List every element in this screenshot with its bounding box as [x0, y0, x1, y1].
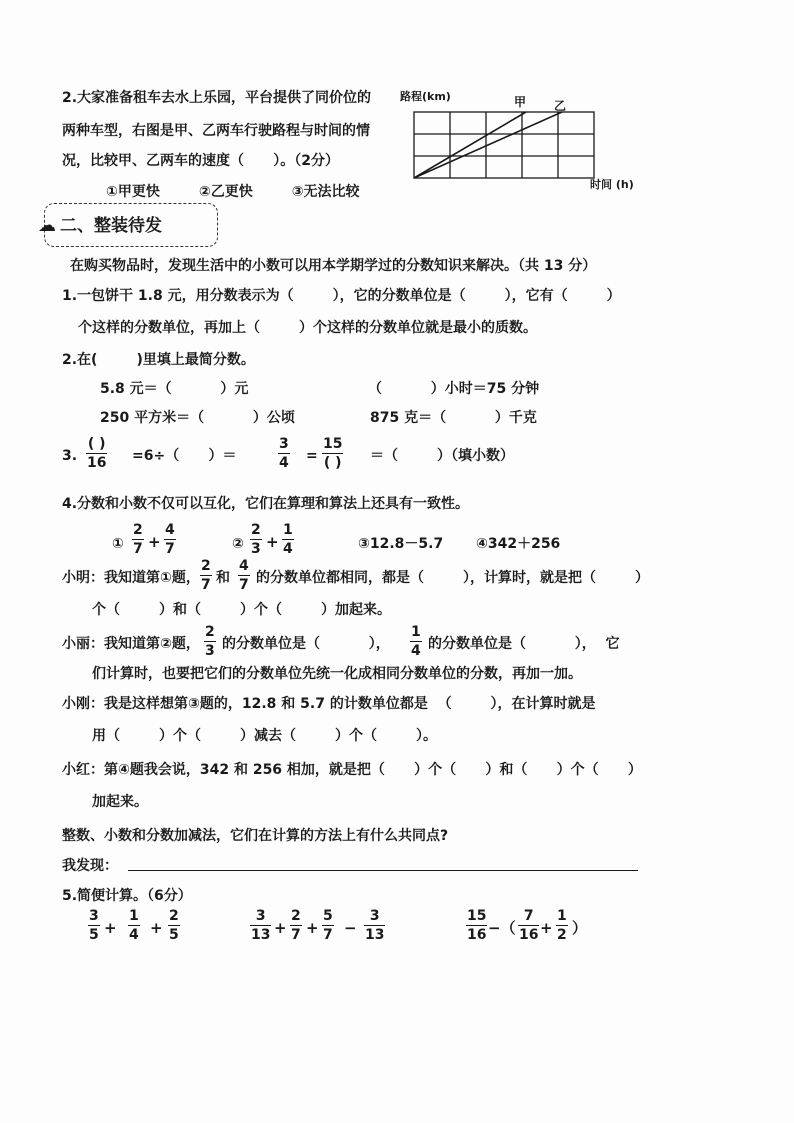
q2-title: 2.在( )里填上最简分数。 [62, 352, 255, 368]
denominator: 4 [283, 541, 293, 557]
section-intro: 在购买物品时，发现生活中的小数可以用本学期学过的分数知识来解决。（共 13 分） [70, 258, 597, 274]
q4-expr1-frac-b [164, 522, 176, 557]
answer-line [128, 870, 638, 871]
label-jia: 甲 [514, 95, 527, 109]
q5c-frac-1 [466, 908, 487, 943]
q3-frac3-numerator: 15 [323, 436, 343, 452]
denominator: 7 [291, 927, 301, 943]
label-yi: 乙 [554, 99, 567, 113]
numerator: 2 [133, 522, 143, 538]
numerator: 5 [323, 908, 333, 924]
xiaoli-line2: 们计算时，也要把它们的分数单位先统一化成相同分数单位的分数，再加一加。 [92, 666, 582, 682]
minus-sign: − [344, 919, 357, 937]
line-yi [414, 112, 562, 178]
xiaoming-frac-1 [200, 558, 212, 593]
q1-line1: 1.一包饼干 1.8 元，用分数表示为（ ），它的分数单位是（ ），它有（ ） [62, 288, 621, 304]
xiaoming-frac-2 [238, 558, 250, 593]
numerator: 15 [467, 908, 487, 924]
numerator: 4 [165, 522, 175, 538]
q3-frac2-numerator: 3 [279, 436, 289, 452]
numerator: 3 [369, 908, 380, 924]
q2-item-a: 5.8 元＝（ ）元 [100, 381, 249, 397]
q1-line2: 个这样的分数单位，再加上（ ）个这样的分数单位就是最小的质数。 [78, 320, 537, 336]
q2-item-c: 250 平方米＝（ ）公顷 [100, 410, 295, 426]
xiaoli-text-c: 的分数单位是（ ）， 它 [428, 636, 620, 652]
q3-fraction-1 [86, 436, 107, 471]
graph-grid [414, 112, 594, 178]
q5b-frac-4 [364, 908, 385, 943]
numerator: 1 [411, 624, 421, 640]
denominator: 2 [557, 927, 567, 943]
q3-frac1-numerator: ( ) [87, 436, 106, 452]
q4-question: 整数、小数和分数加减法，它们在计算的方法上有什么共同点? [62, 828, 449, 844]
xiaogang-line2: 用（ ）个（ ）减去（ ）个（ ）。 [92, 728, 437, 744]
xiaoli-text-b: 的分数单位是（ ）， [222, 636, 390, 652]
xiaoming-text-a: 小明：我知道第①题， [62, 570, 200, 586]
q2-intro-line3: 况，比较甲、乙两车的速度（ ）。（2分） [62, 153, 339, 169]
numerator: 3 [89, 908, 99, 924]
xiaoming-line2: 个（ ）和（ ）个（ ）加起来。 [92, 602, 391, 618]
denominator: 5 [89, 927, 99, 943]
xiaohong-line2: 加起来。 [92, 794, 148, 810]
plus-sign: + [150, 919, 163, 937]
denominator: 13 [251, 927, 271, 943]
denominator: 4 [411, 643, 421, 659]
q4-expr4: ④342＋256 [476, 536, 561, 552]
plus-sign: + [540, 919, 553, 937]
q4-expr1-frac-a [132, 522, 144, 557]
numerator: 2 [201, 558, 211, 574]
xiaoli-text-a: 小丽：我知道第②题， [62, 636, 200, 652]
denominator: 16 [519, 927, 539, 943]
denominator: 7 [165, 541, 175, 557]
q3-frac2-denominator: 4 [279, 455, 289, 471]
q5b-frac-2 [290, 908, 302, 943]
numerator: 2 [205, 624, 215, 640]
graph-y-label: 路程(km) [400, 90, 451, 103]
close-paren: ） [572, 919, 588, 937]
q2-intro-line2: 两种车型，右图是甲、乙两车行驶路程与时间的情 [62, 123, 370, 139]
denominator: 13 [365, 927, 385, 943]
xiaogang-line1: 小刚：我是这样想第③题的，12.8 和 5.7 的计数单位都是 （ ），在计算时就是 [62, 696, 596, 712]
q4-expr2-mark: ② [232, 536, 244, 552]
q4-expr2-frac-a [250, 522, 262, 557]
q5b-frac-1 [250, 908, 271, 943]
numerator: 2 [291, 908, 301, 924]
denominator: 7 [239, 577, 249, 593]
denominator: 7 [201, 577, 211, 593]
q2-item-b: （ ）小时＝75 分钟 [368, 381, 540, 397]
plus-sign: + [266, 533, 279, 551]
q3-expr-3: ＝（ ）（填小数） [370, 448, 514, 464]
xiaoli-frac-1 [204, 624, 216, 659]
minus-paren: −（ [488, 919, 516, 937]
q2-intro-line1: 2.大家准备租车去水上乐园，平台提供了同价位的 [62, 90, 372, 106]
denominator: 16 [467, 927, 487, 943]
line-jia [414, 112, 526, 178]
plus-sign: + [274, 919, 287, 937]
q3-fraction-3 [322, 436, 343, 471]
section-title: 二、整装待发 [60, 216, 162, 236]
plus-sign: + [104, 919, 117, 937]
xiaoming-text-b: 和 [216, 570, 230, 586]
q3-number: 3. [62, 448, 78, 464]
plus-sign: + [306, 919, 319, 937]
q5c-frac-3 [556, 908, 568, 943]
q5b-frac-3 [322, 908, 334, 943]
q4-expr2-frac-b [282, 522, 294, 557]
q4-found-label: 我发现： [62, 858, 118, 874]
graph-x-label: 时间 (h) [590, 178, 634, 191]
cloud-icon: ☁ [38, 215, 56, 236]
q3-fraction-2 [278, 436, 290, 471]
distance-time-graph [396, 84, 646, 194]
xiaoli-frac-2 [410, 624, 422, 659]
numerator: 3 [255, 908, 266, 924]
xiaohong-line1: 小红：第④题我会说，342 和 256 相加，就是把（ ）个（ ）和（ ）个（ ） [62, 762, 642, 778]
q5-title: 5.简便计算。（6分） [62, 888, 192, 904]
q2-item-d: 875 克＝（ ）千克 [370, 410, 537, 426]
numerator: 4 [239, 558, 249, 574]
plus-sign: + [148, 533, 161, 551]
denominator: 7 [323, 927, 333, 943]
xiaoming-text-c: 的分数单位都相同，都是（ ），计算时，就是把（ ） [256, 570, 649, 586]
numerator: 1 [283, 522, 293, 538]
q5c-frac-2 [518, 908, 539, 943]
denominator: 3 [251, 541, 261, 557]
numerator: 1 [557, 908, 567, 924]
denominator: 5 [169, 927, 179, 943]
denominator: 4 [129, 927, 139, 943]
q3-expr-2: = [306, 448, 318, 464]
q4-title: 4.分数和小数不仅可以互化，它们在算理和算法上还具有一致性。 [62, 496, 470, 512]
denominator: 7 [133, 541, 143, 557]
q5a-frac-3 [168, 908, 180, 943]
q5a-frac-2 [128, 908, 140, 943]
numerator: 1 [129, 908, 139, 924]
q4-expr1-mark: ① [112, 536, 124, 552]
q4-expr3: ③12.8－5.7 [358, 536, 444, 552]
numerator: 2 [251, 522, 261, 538]
denominator: 3 [205, 643, 215, 659]
q3-frac3-denominator: ( ) [323, 455, 342, 471]
q2-intro-options: ①甲更快 ②乙更快 ③无法比较 [106, 184, 360, 200]
numerator: 7 [523, 908, 534, 924]
numerator: 2 [169, 908, 179, 924]
q3-expr-1: =6÷（ ）＝ [132, 448, 237, 464]
q3-frac1-denominator: 16 [87, 455, 107, 471]
q5a-frac-1 [88, 908, 100, 943]
